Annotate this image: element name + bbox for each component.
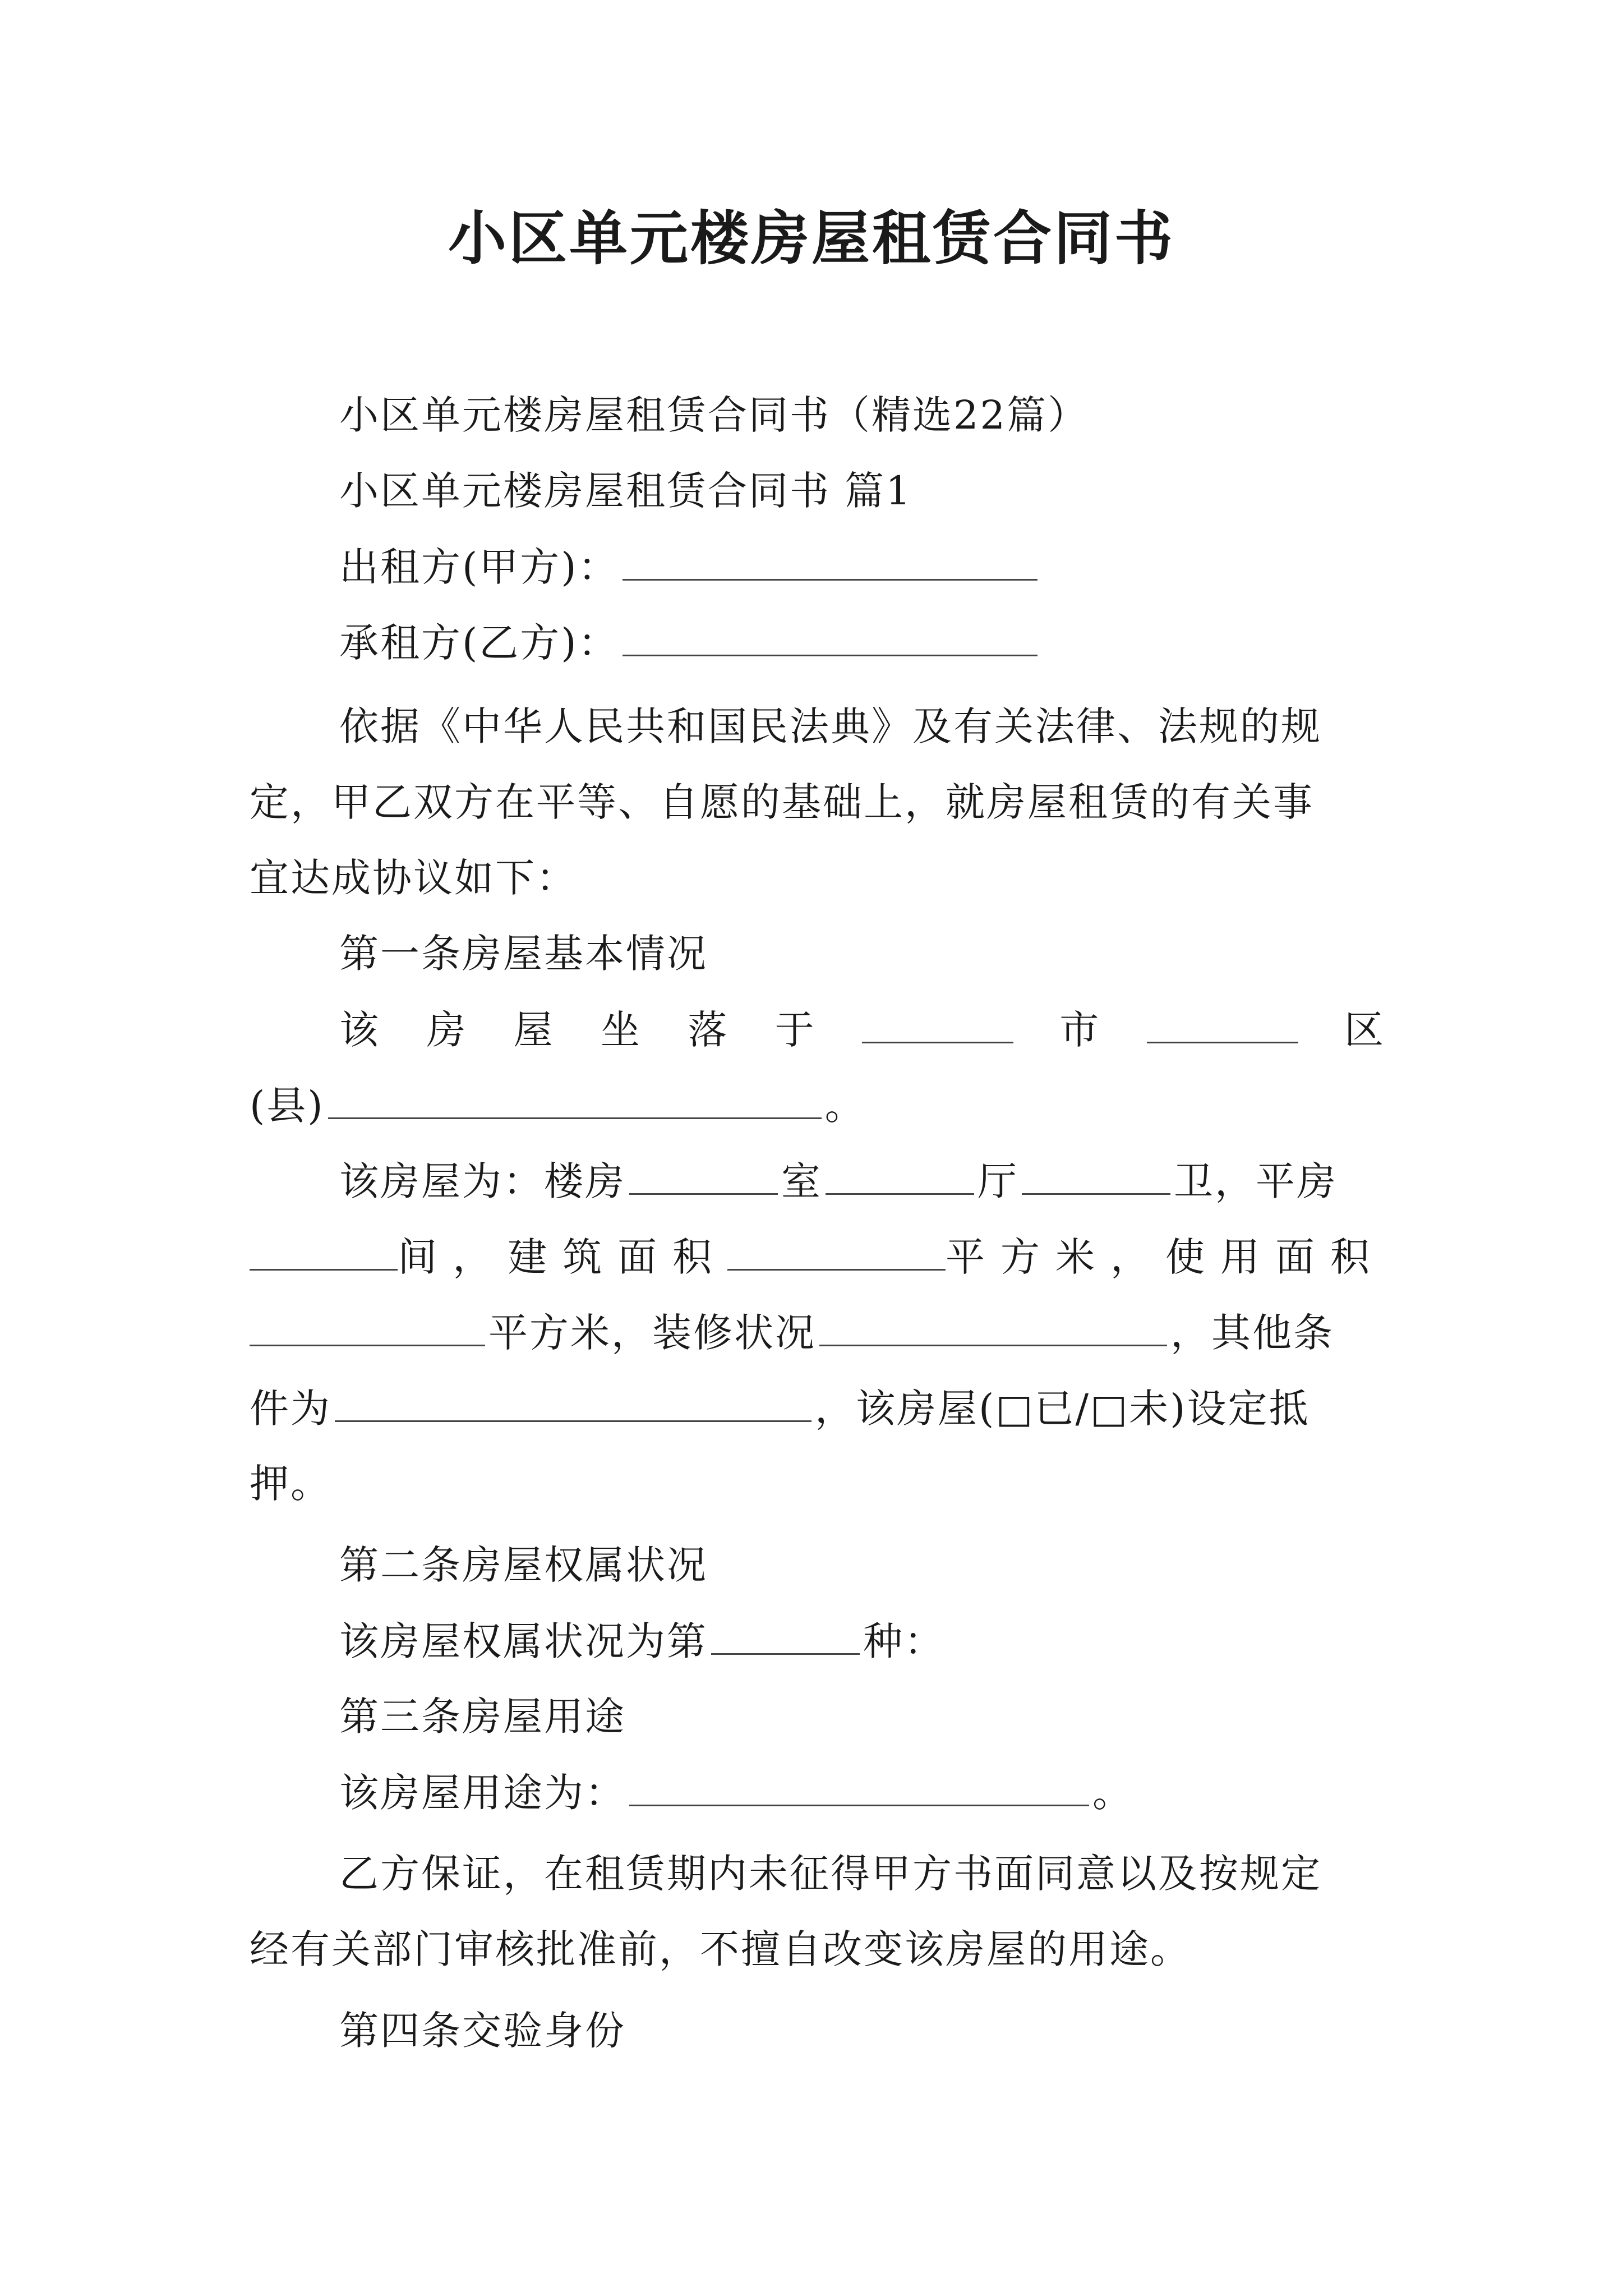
- document-title: 小区单元楼房屋租赁合同书: [448, 204, 1175, 273]
- bungalow-blank: [250, 1228, 398, 1271]
- county-label: (县): [250, 1083, 325, 1129]
- usable-area-label: 使用面积: [1165, 1234, 1385, 1280]
- ownership-suffix: 种：: [863, 1618, 945, 1664]
- ownership-line: [250, 1613, 1385, 1669]
- area-line: [250, 1228, 1385, 1285]
- lessee-line: [250, 614, 1385, 671]
- city-label: 市: [1059, 1007, 1101, 1053]
- district-blank: [1147, 1001, 1298, 1043]
- section-heading: 小区单元楼房屋租赁合同书 篇1: [339, 468, 912, 514]
- subtitle: 小区单元楼房屋租赁合同书（精选22篇）: [339, 392, 1089, 438]
- decoration-line: [250, 1304, 1385, 1361]
- city-blank: [862, 1001, 1013, 1043]
- building-area-blank: [727, 1228, 946, 1271]
- county-blank: [328, 1077, 822, 1119]
- hall-label: 厅: [978, 1158, 1018, 1204]
- location-line-2: [250, 1077, 1385, 1134]
- conditions-blank: [335, 1380, 811, 1422]
- sqm-label: 平方米，: [946, 1234, 1165, 1280]
- floors-blank: [629, 1153, 778, 1195]
- intro-line-2: 定，甲乙双方在平等、自愿的基础上，就房屋租赁的有关事: [250, 779, 1314, 825]
- building-area-label: 建筑面积: [508, 1234, 728, 1280]
- bath-label: 卫，平房: [1174, 1158, 1338, 1204]
- other-conditions-label: ，其他条: [1170, 1310, 1334, 1356]
- loc-char: 落: [688, 1007, 729, 1053]
- conditions-prefix: 件为: [250, 1386, 331, 1432]
- lessor-blank: [623, 539, 1038, 581]
- ownership-blank: [711, 1613, 860, 1655]
- loc-char: 于: [774, 1007, 816, 1053]
- period: 。: [824, 1083, 866, 1129]
- mortgage-label: ，该房屋(□已/□未)设定抵: [815, 1386, 1310, 1432]
- room-count-label: 间，: [398, 1234, 508, 1280]
- guarantee-line-2: 经有关部门审核批准前，不擅自改变该房屋的用途。: [250, 1926, 1191, 1972]
- lessee-blank: [623, 614, 1038, 656]
- location-line: [250, 1001, 1385, 1058]
- room-blank: [826, 1153, 974, 1195]
- decoration-label: 平方米，装修状况: [488, 1310, 816, 1356]
- loc-char: 屋: [513, 1007, 555, 1053]
- intro-line-3: 宜达成协议如下：: [250, 855, 577, 901]
- lessor-line: [250, 539, 1385, 595]
- intro-line-1: 依据《中华人民共和国民法典》及有关法律、法规的规: [339, 703, 1322, 749]
- house-type-line: [250, 1153, 1385, 1209]
- mortgage-end: 押。: [250, 1461, 331, 1507]
- house-type-label: 该房屋为：楼房: [339, 1158, 626, 1204]
- use-label: 该房屋用途为：: [339, 1770, 626, 1816]
- article-3-heading: 第三条房屋用途: [339, 1694, 626, 1740]
- lessee-label: 承租方(乙方)：: [339, 620, 619, 666]
- ownership-label: 该房屋权属状况为第: [339, 1618, 708, 1664]
- use-blank: [629, 1764, 1089, 1806]
- article-4-heading: 第四条交验身份: [339, 2008, 626, 2054]
- usable-area-blank: [250, 1304, 485, 1346]
- hall-blank: [1022, 1153, 1170, 1195]
- loc-char: 房: [426, 1007, 468, 1053]
- district-label: 区: [1344, 1007, 1385, 1053]
- room-label: 室: [781, 1158, 822, 1204]
- article-1-heading: 第一条房屋基本情况: [339, 931, 708, 977]
- loc-char: 该: [339, 1007, 380, 1053]
- use-line: [250, 1764, 1385, 1821]
- article-2-heading: 第二条房屋权属状况: [339, 1542, 708, 1588]
- loc-char: 坐: [600, 1007, 642, 1053]
- conditions-line: [250, 1380, 1385, 1437]
- lessor-label: 出租方(甲方)：: [339, 544, 619, 590]
- guarantee-line-1: 乙方保证，在租赁期内未征得甲方书面同意以及按规定: [339, 1851, 1322, 1897]
- decoration-blank: [819, 1304, 1167, 1346]
- period: 。: [1092, 1770, 1133, 1816]
